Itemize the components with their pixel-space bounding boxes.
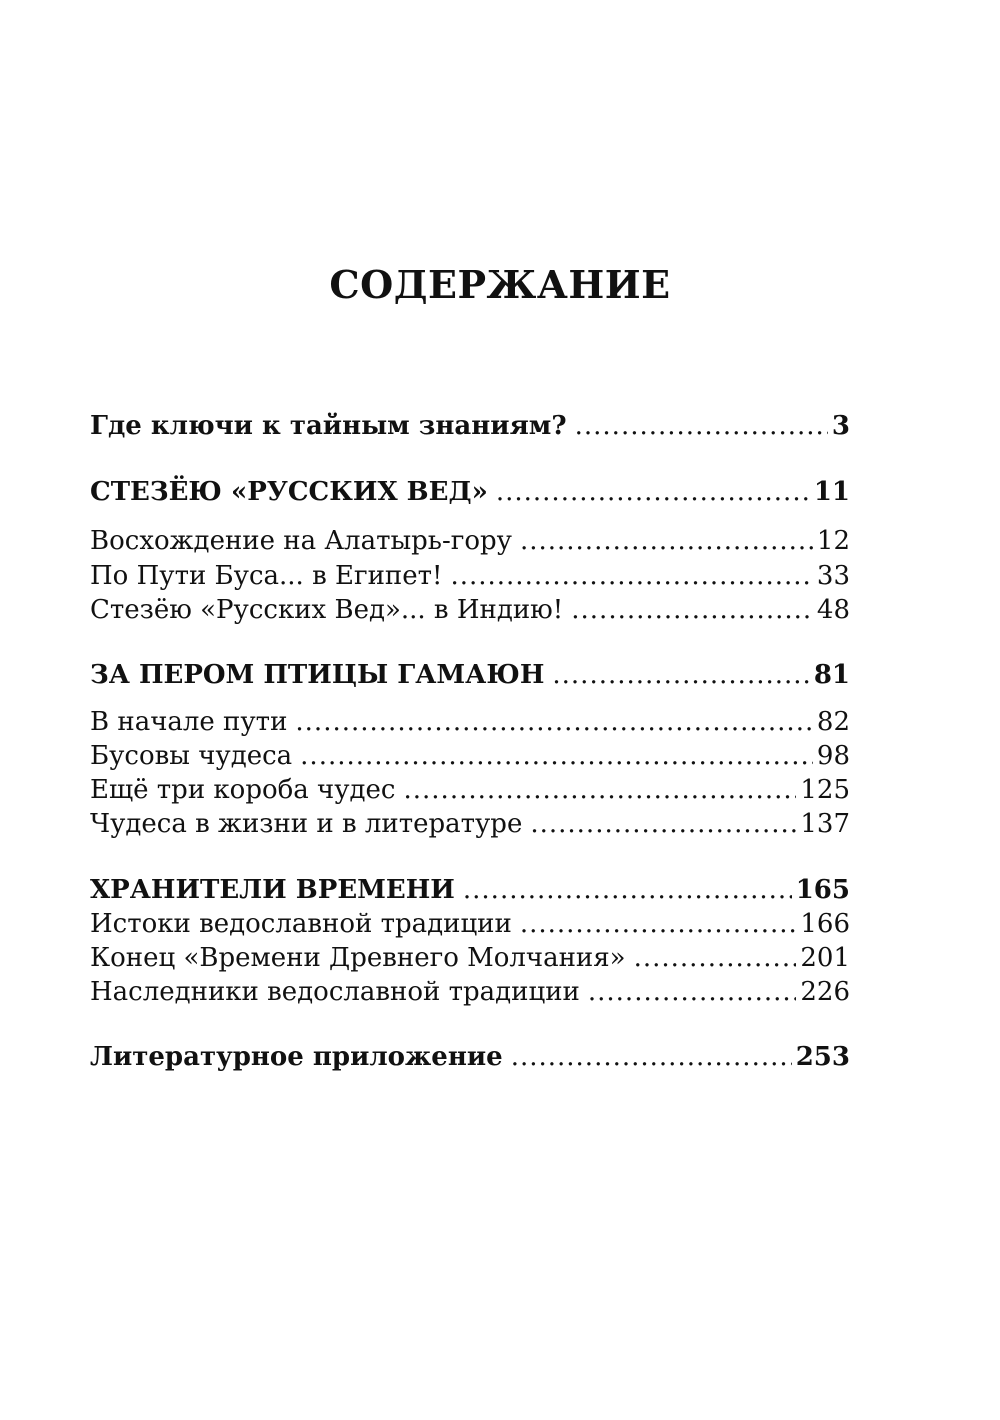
dot-leader [634, 940, 797, 976]
toc-entry-title: Чудеса в жизни и в литературе [90, 809, 523, 839]
toc-entry-page: 226 [800, 977, 850, 1007]
toc-entry-page: 3 [831, 411, 850, 441]
dot-leader [575, 408, 828, 444]
toc-entry-title: Конец «Времени Древнего Молчания» [90, 943, 626, 973]
toc-entry [90, 1039, 850, 1075]
toc-entry [90, 940, 850, 976]
toc-entry-page: 98 [816, 741, 850, 771]
toc-entry-title: Наследники ведославной традиции [90, 977, 580, 1007]
dot-leader [404, 772, 797, 808]
toc-entry [90, 592, 850, 628]
toc-entry-page: 253 [795, 1042, 850, 1072]
toc-entry-page: 201 [800, 943, 850, 973]
toc-entry-page: 165 [795, 875, 850, 905]
dot-leader [520, 523, 813, 559]
toc-entry [90, 704, 850, 740]
toc-entry [90, 738, 850, 774]
toc-entry [90, 408, 850, 444]
toc-entry-title: Литературное приложение [90, 1042, 503, 1072]
page-title: СОДЕРЖАНИЕ [329, 262, 671, 307]
toc-entry-page: 12 [816, 526, 850, 556]
dot-leader [295, 704, 813, 740]
toc-entry [90, 474, 850, 510]
toc-entry-title: Восхождение на Алатырь-гору [90, 526, 512, 556]
toc-entry [90, 872, 850, 908]
toc-entry-title: Стезёю «Русских Вед»... в Индию! [90, 595, 564, 625]
toc-entry [90, 974, 850, 1010]
dot-leader [450, 558, 812, 594]
toc-entry-title: ЗА ПЕРОМ ПТИЦЫ ГАМАЮН [90, 660, 545, 690]
dot-leader [588, 974, 796, 1010]
toc-entry-title: В начале пути [90, 707, 288, 737]
toc-entry [90, 523, 850, 559]
toc-entry-page: 48 [816, 595, 850, 625]
toc-entry-page: 166 [800, 909, 850, 939]
toc-entry-title: Где ключи к тайным знаниям? [90, 411, 567, 441]
toc-entry-page: 125 [800, 775, 850, 805]
toc-entry [90, 772, 850, 808]
dot-leader [530, 806, 796, 842]
toc-entry [90, 558, 850, 594]
toc-entry-page: 82 [816, 707, 850, 737]
toc-entry-page: 11 [813, 477, 850, 507]
toc-entry-title: Бусовы чудеса [90, 741, 293, 771]
toc-entry [90, 657, 850, 693]
toc-entry [90, 806, 850, 842]
toc-entry-page: 81 [813, 660, 850, 690]
toc-entry-page: 33 [816, 561, 850, 591]
dot-leader [552, 657, 809, 693]
toc-entry-title: ХРАНИТЕЛИ ВРЕМЕНИ [90, 875, 455, 905]
dot-leader [511, 1039, 792, 1075]
dot-leader [463, 872, 792, 908]
dot-leader [496, 474, 810, 510]
toc-entry-title: Ещё три короба чудес [90, 775, 396, 805]
dot-leader [520, 906, 797, 942]
toc-entry [90, 906, 850, 942]
toc-entry-title: По Пути Буса... в Египет! [90, 561, 443, 591]
dot-leader [300, 738, 813, 774]
toc-entry-title: СТЕЗЁЮ «РУССКИХ ВЕД» [90, 477, 488, 507]
toc-entry-page: 137 [800, 809, 850, 839]
dot-leader [571, 592, 813, 628]
toc-entry-title: Истоки ведославной традиции [90, 909, 512, 939]
